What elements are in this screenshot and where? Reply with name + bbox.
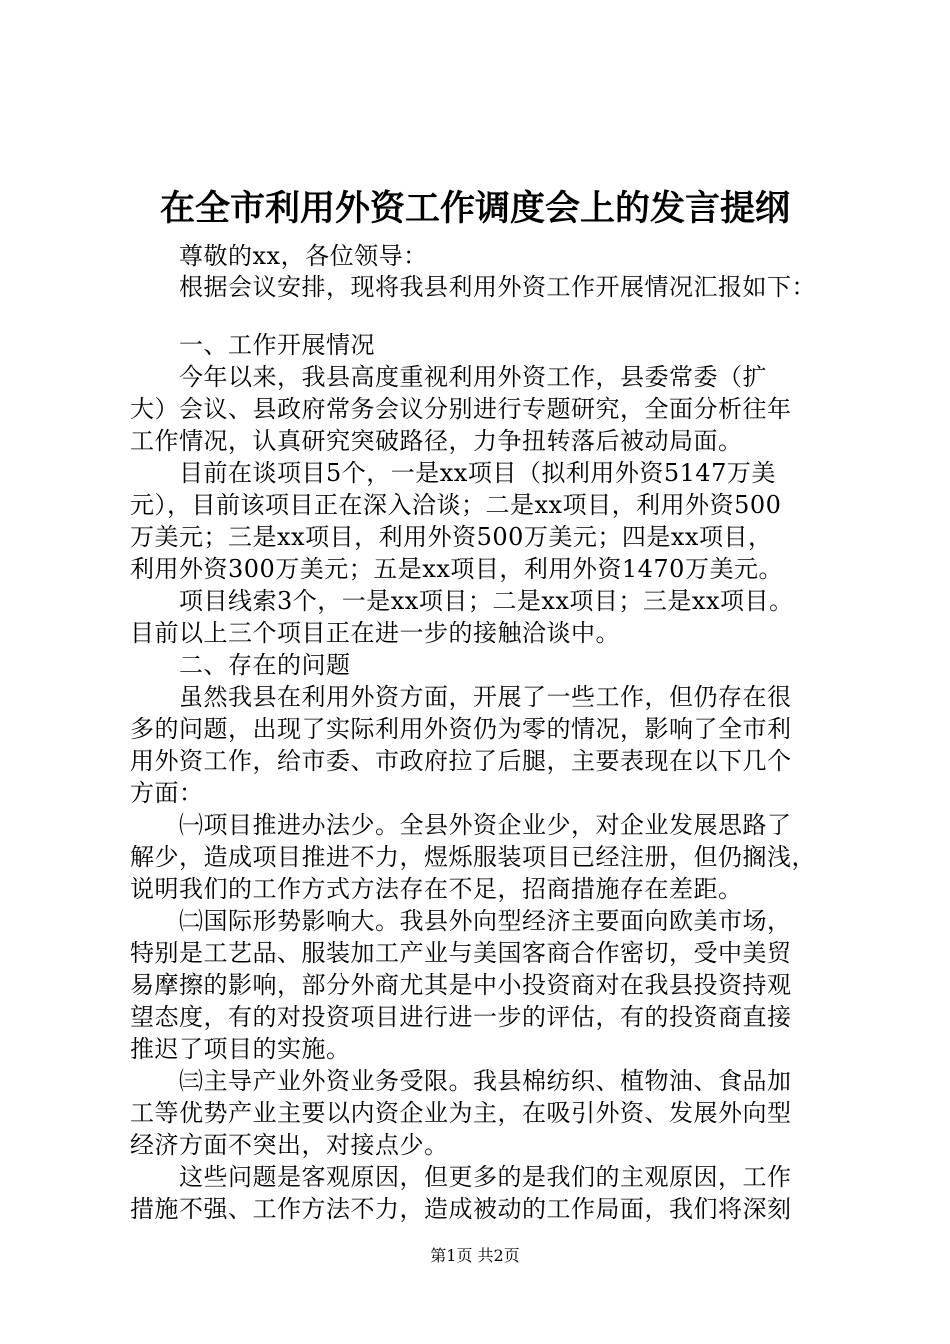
paragraph-line: 方面： (130, 779, 204, 807)
paragraph-line: 万美元；三是xx项目，利用外资500万美元；四是xx项目， (130, 523, 773, 551)
page-title: 在全市利用外资工作调度会上的发言提纲 (159, 188, 790, 229)
paragraph-line: 说明我们的工作方式方法存在不足，招商措施存在差距。 (130, 875, 743, 903)
paragraph-line: 目前以上三个项目正在进一步的接触洽谈中。 (130, 619, 620, 647)
paragraph-line: 易摩擦的影响，部分外商尤其是中小投资商对在我县投资持观 (130, 971, 792, 999)
page-footer: 第1页 共2页 (430, 1246, 520, 1265)
section-heading: 一、工作开展情况 (130, 331, 375, 359)
paragraph-line: 经济方面不突出，对接点少。 (130, 1131, 449, 1159)
paragraph-line: 大）会议、县政府常务会议分别进行专题研究，全面分析往年 (130, 395, 792, 423)
paragraph-line: 望态度，有的对投资项目进行进一步的评估，有的投资商直接 (130, 1003, 792, 1031)
paragraph-line: 元），目前该项目正在深入洽谈；二是xx项目，利用外资500 (130, 491, 782, 519)
paragraph-line: 利用外资300万美元；五是xx项目，利用外资1470万美元。 (130, 555, 783, 583)
section-heading: 二、存在的问题 (130, 651, 351, 679)
paragraph-line: 尊敬的xx，各位领导： (130, 242, 428, 270)
paragraph-line: 特别是工艺品、服装加工产业与美国客商合作密切，受中美贸 (130, 939, 792, 967)
paragraph-line: 虽然我县在利用外资方面，开展了一些工作，但仍存在很 (130, 683, 792, 711)
paragraph-line: ㈡国际形势影响大。我县外向型经济主要面向欧美市场， (130, 907, 792, 935)
paragraph-line: 项目线索3个，一是xx项目；二是xx项目；三是xx项目。 (130, 587, 794, 615)
paragraph-line: 推迟了项目的实施。 (130, 1035, 351, 1063)
paragraph-line: 这些问题是客观原因，但更多的是我们的主观原因，工作 (130, 1163, 792, 1191)
paragraph-line: 根据会议安排，现将我县利用外资工作开展情况汇报如下： (130, 273, 816, 301)
paragraph-line: 用外资工作，给市委、市政府拉了后腿，主要表现在以下几个 (130, 747, 792, 775)
paragraph-line: ㈢主导产业外资业务受限。我县棉纺织、植物油、食品加 (130, 1067, 792, 1095)
paragraph-line: 多的问题，出现了实际利用外资仍为零的情况，影响了全市利 (130, 715, 792, 743)
paragraph-line: 解少，造成项目推进不力，煜烁服装项目已经注册，但仍搁浅， (130, 843, 816, 871)
paragraph-line: 今年以来，我县高度重视利用外资工作，县委常委（扩 (130, 363, 767, 391)
paragraph-line: 措施不强、工作方法不力，造成被动的工作局面，我们将深刻 (130, 1195, 792, 1223)
paragraph-line: ㈠项目推进办法少。全县外资企业少，对企业发展思路了 (130, 811, 792, 839)
paragraph-line: 目前在谈项目5个，一是xx项目（拟利用外资5147万美 (130, 459, 776, 487)
paragraph-line: 工作情况，认真研究突破路径，力争扭转落后被动局面。 (130, 427, 743, 455)
paragraph-line: 工等优势产业主要以内资企业为主，在吸引外资、发展外向型 (130, 1099, 792, 1127)
